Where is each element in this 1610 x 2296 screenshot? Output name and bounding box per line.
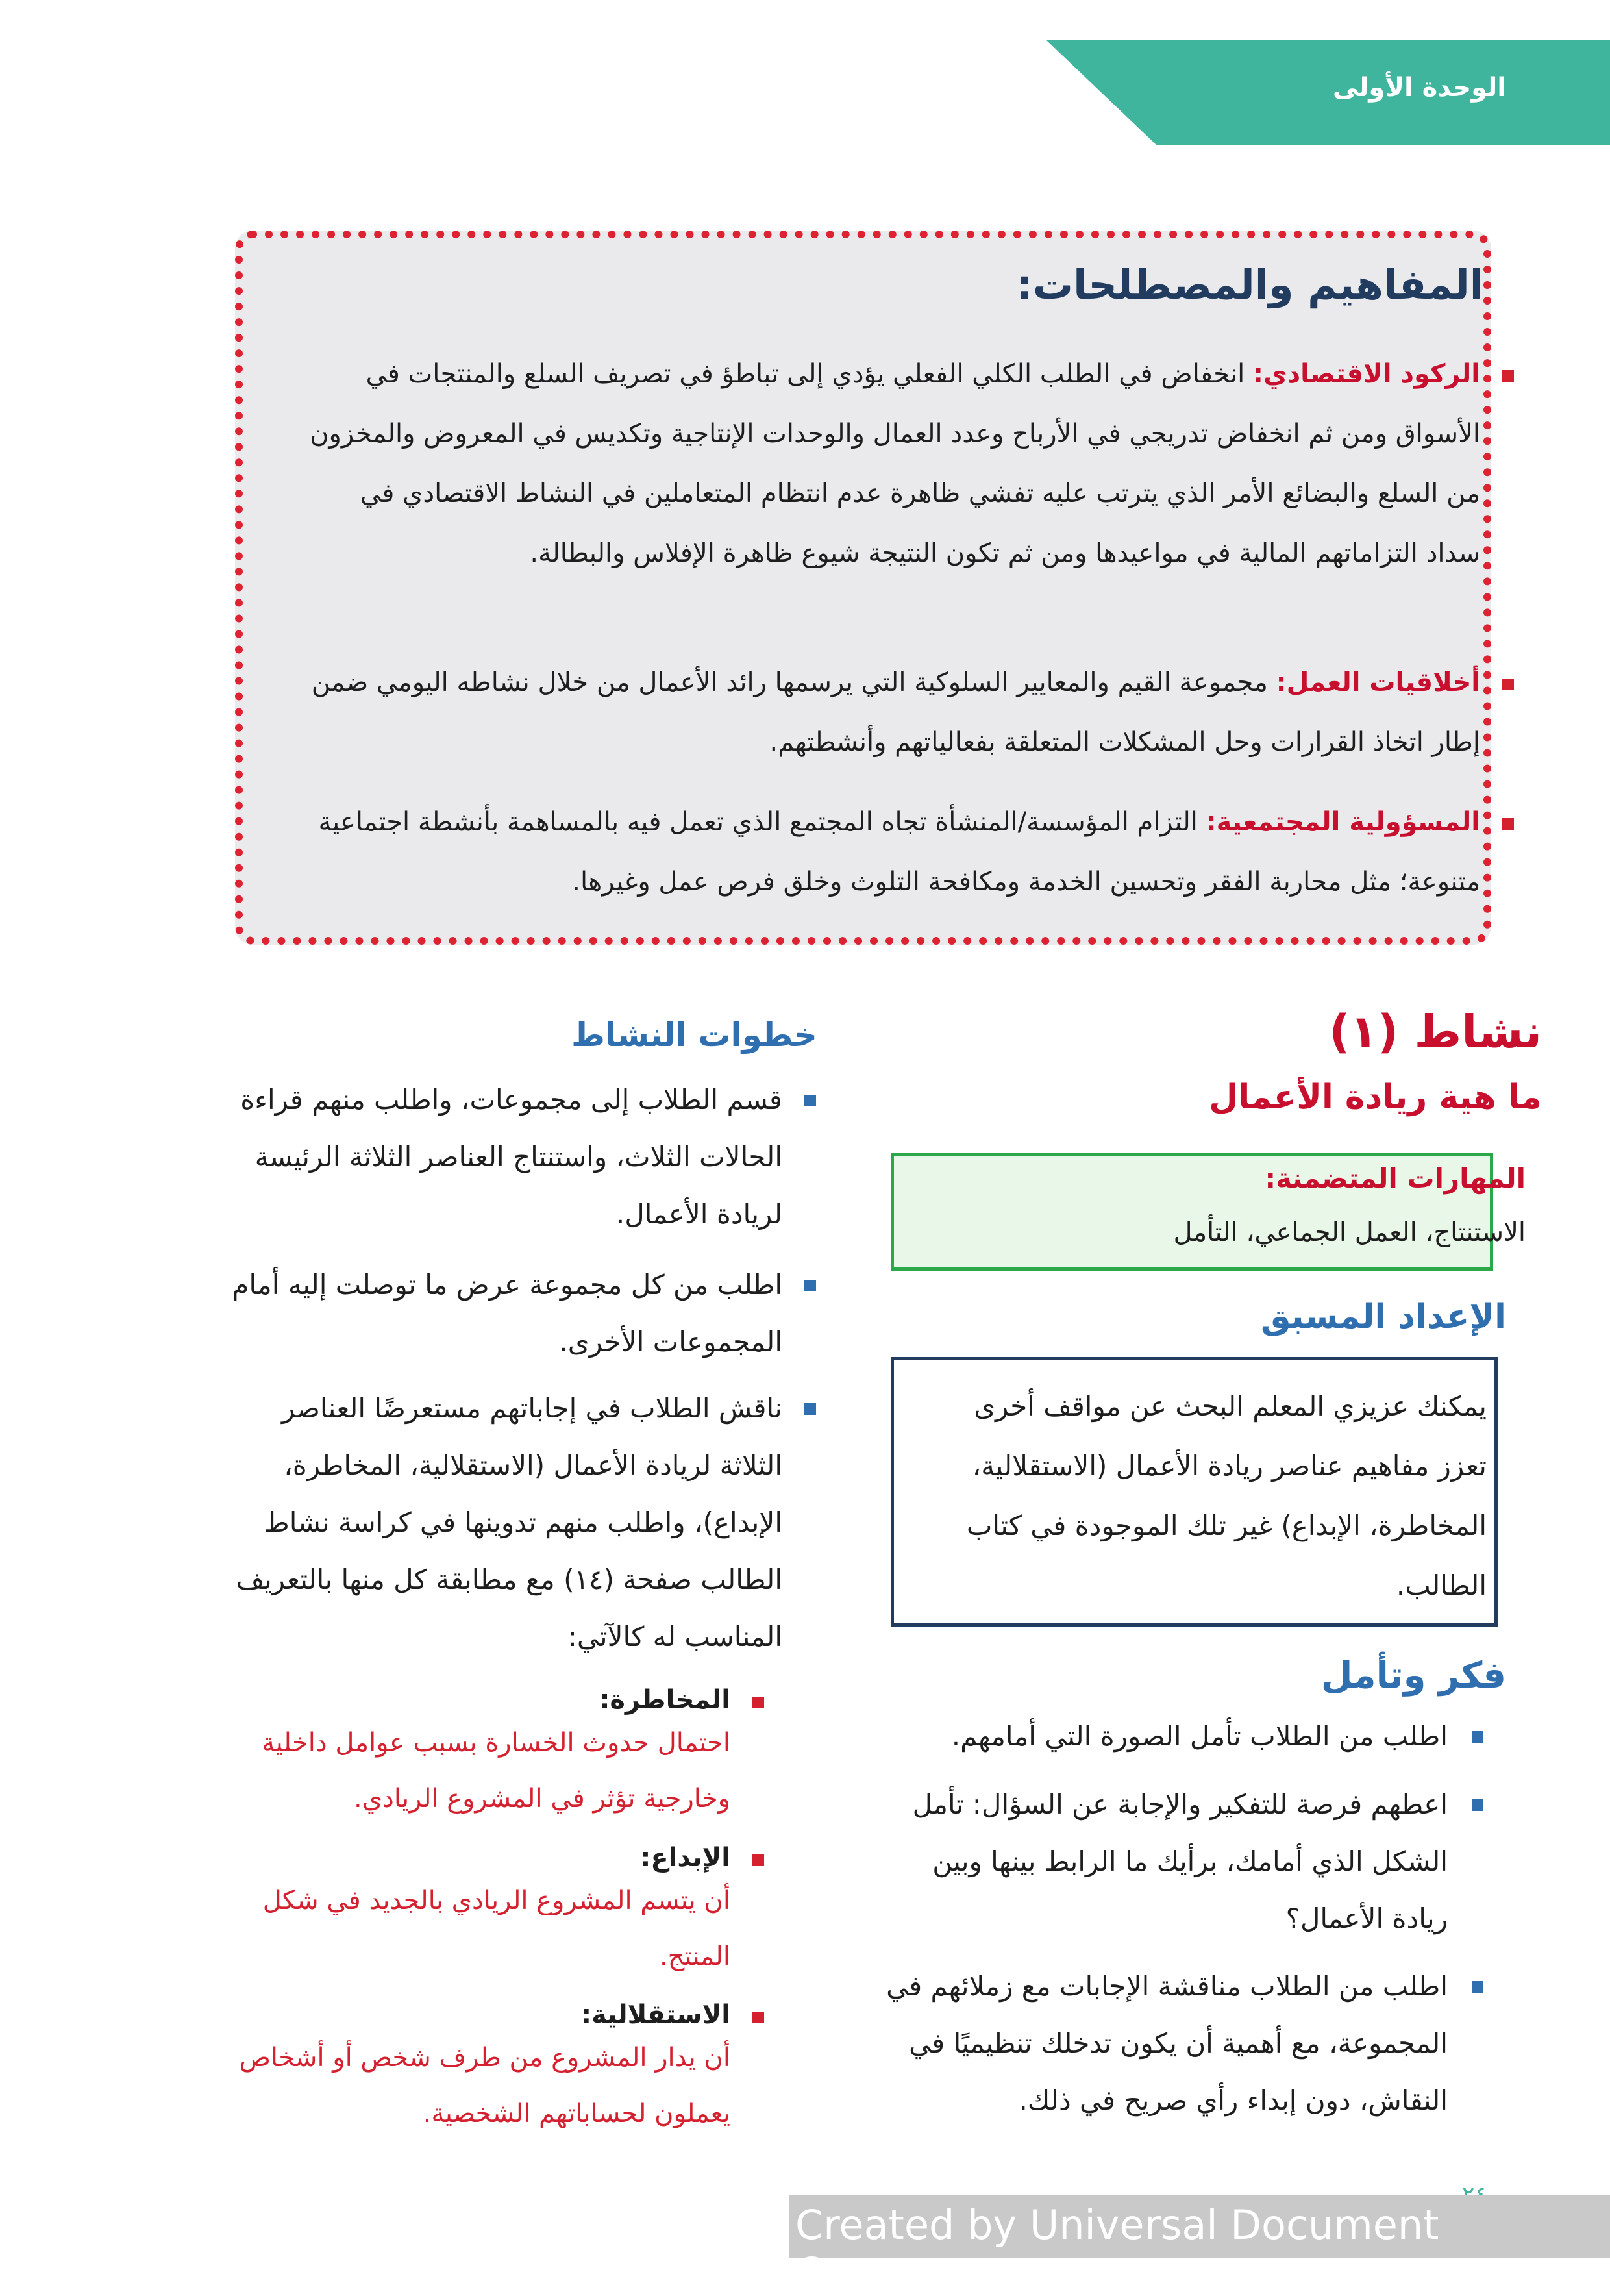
definition-independence xyxy=(230,2000,730,2141)
definition-text: أن يدار المشروع من طرف شخص أو أشخاص يعملون لحساباتهم الشخصية. xyxy=(239,2043,730,2128)
step-item-text: قسم الطلاب إلى مجموعات، واطلب منهم قراءة الحالات الثلاث، واستنتاج العناصر الثلاثة الرئيسة لريادة الأعمال. xyxy=(240,1084,782,1230)
unit-title: الوحدة الأولى xyxy=(1332,73,1506,103)
prep-text: يمكنك عزيزي المعلم البحث عن مواقف أخرى تعزز مفاهيم عناصر ريادة الأعمال (الاستقلالية، المخاطرة، الإبداع) غير تلك الموجودة في كتاب الطالب. xyxy=(966,1390,1487,1601)
bullet-icon xyxy=(1472,1731,1483,1743)
skills-text: الاستنتاج، العمل الجماعي، التأمل xyxy=(1173,1217,1526,1247)
definition-risk xyxy=(230,1685,730,1827)
think-item-text: اطلب من الطلاب تأمل الصورة التي أمامهم. xyxy=(951,1720,1448,1752)
definition-term: الاستقلالية: xyxy=(581,2000,730,2030)
bullet-icon xyxy=(1502,679,1514,690)
activity-subtitle: ما هية ريادة الأعمال xyxy=(1209,1078,1542,1117)
activity-heading: نشاط (١) xyxy=(1329,1005,1542,1058)
bullet-icon xyxy=(804,1403,816,1415)
step-item xyxy=(230,1380,782,1666)
skills-label: المهارات المتضمنة: xyxy=(1265,1162,1526,1194)
definition-term: الإبداع: xyxy=(640,1843,730,1873)
prep-heading: الإعداد المسبق xyxy=(1261,1297,1506,1336)
bullet-icon xyxy=(1502,370,1514,382)
converter-banner-text: Created by Universal Document Converter xyxy=(795,2201,1439,2296)
bullet-icon xyxy=(752,2012,764,2023)
definition-text: احتمال حدوث الخسارة بسبب عوامل داخلية وخارجية تؤثر في المشروع الريادي. xyxy=(262,1728,730,1814)
concept-social-responsibility xyxy=(299,792,1480,912)
think-item xyxy=(876,1776,1448,1947)
step-item xyxy=(230,1256,782,1371)
header-band xyxy=(1046,40,1610,145)
think-item xyxy=(876,1958,1448,2129)
concept-text: التزام المؤسسة/المنشأة تجاه المجتمع الذي تعمل فيه بالمساهمة بأنشطة اجتماعية متنوعة؛ مثل محاربة الفقر وتحسين الخدمة ومكافحة التلوث وخلق فرص عمل وغيرها. xyxy=(318,807,1480,897)
bullet-icon xyxy=(1472,1799,1483,1811)
concept-term: الركود الاقتصادي: xyxy=(1252,359,1480,389)
steps-heading: خطوات النشاط xyxy=(571,1016,817,1054)
concept-recession xyxy=(299,344,1480,583)
bullet-icon xyxy=(804,1280,816,1292)
definition-text: أن يتسم المشروع الريادي بالجديد في شكل المنتج. xyxy=(262,1886,730,1971)
step-item xyxy=(230,1071,782,1243)
step-item-text: اطلب من كل مجموعة عرض ما توصلت إليه أمام المجموعات الأخرى. xyxy=(232,1269,782,1358)
bullet-icon xyxy=(752,1854,764,1866)
bullet-icon xyxy=(752,1697,764,1708)
concept-text: مجموعة القيم والمعايير السلوكية التي يرسمها رائد الأعمال من خلال نشاطه اليومي ضمن إطار اتخاذ القرارات وحل المشكلات المتعلقة بفعالياتهم وأنشطتهم. xyxy=(311,668,1480,757)
think-heading: فكر وتأمل xyxy=(1320,1654,1506,1697)
definition-creativity xyxy=(230,1843,730,1984)
bullet-icon xyxy=(1472,1981,1483,1993)
bullet-icon xyxy=(804,1095,816,1106)
concept-term: المسؤولية المجتمعية: xyxy=(1206,807,1480,837)
step-item-text: ناقش الطلاب في إجاباتهم مستعرضًا العناصر الثلاثة لريادة الأعمال (الاستقلالية، المخاطرة، الإبداع)، واطلب منهم تدوينها في كراسة نشاط الطالب صفحة (١٤) مع مطابقة كل منها بالتعريف المناسب له كالآتي: xyxy=(236,1392,782,1653)
think-item xyxy=(876,1708,1448,1765)
bullet-icon xyxy=(1502,818,1514,830)
concept-term: أخلاقيات العمل: xyxy=(1276,668,1480,697)
concept-work-ethics xyxy=(299,653,1480,772)
concept-text: انخفاض في الطلب الكلي الفعلي يؤدي إلى تباطؤ في تصريف السلع والمنتجات في الأسواق ومن ثم انخفاض تدريجي في الأرباح وعدد العمال والوحدات الإنتاجية وتكديس في المعروض والمخزون من السلع والبضائع الأمر الذي يترتب عليه تفشي ظاهرة عدم انتظام المتعاملين في النشاط الاقتصادي في سداد التزاماتهم المالية في مواعيدها ومن ثم تكون النتيجة شيوع ظاهرة الإفلاس والبطالة. xyxy=(310,359,1480,568)
definition-term: المخاطرة: xyxy=(599,1685,730,1715)
think-item-text: اعطهم فرصة للتفكير والإجابة عن السؤال: تأمل الشكل الذي أمامك، برأيك ما الرابط بينها وبين ريادة الأعمال؟ xyxy=(912,1788,1448,1934)
think-item-text: اطلب من الطلاب مناقشة الإجابات مع زملائهم في المجموعة، مع أهمية أن يكون تدخلك تنظيميًا في النقاش، دون إبداء رأي صريح في ذلك. xyxy=(886,1970,1448,2116)
concepts-title: المفاهيم والمصطلحات: xyxy=(1017,261,1483,308)
